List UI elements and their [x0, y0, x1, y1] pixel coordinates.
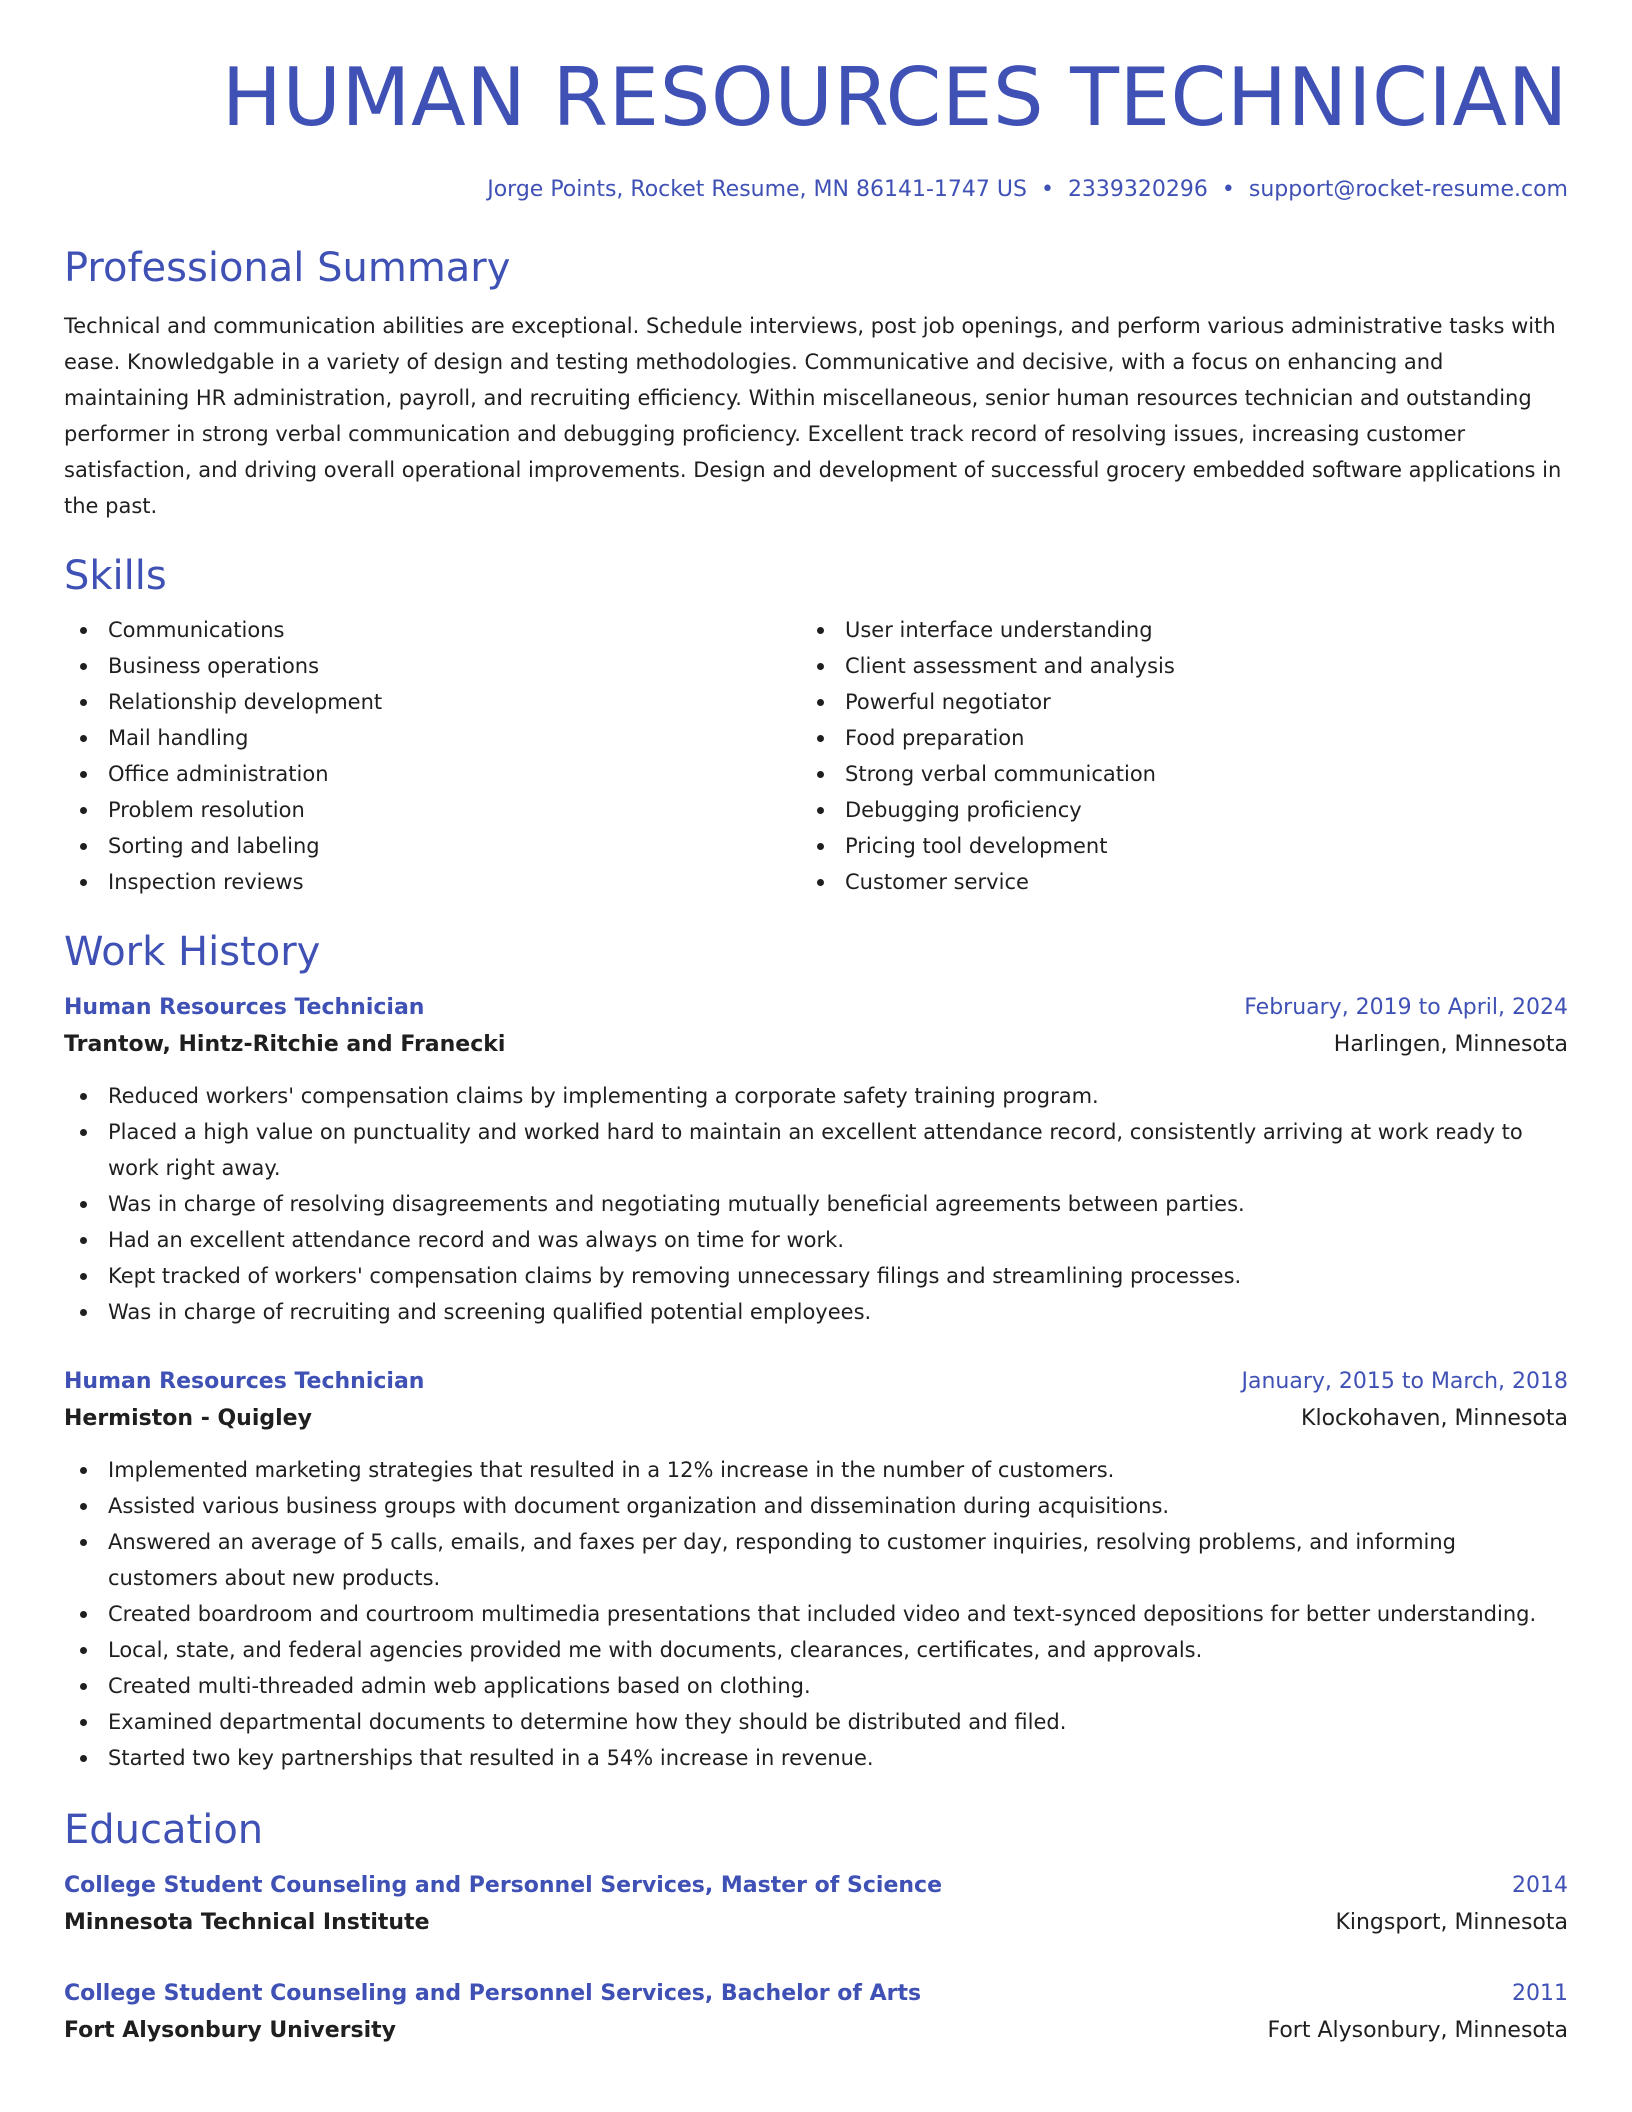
job-header-row	[64, 1364, 1568, 1400]
skill-item: Customer service	[801, 864, 1538, 900]
job-bullet: Implemented marketing strategies that resulted in a 12% increase in the number of customers.	[64, 1452, 1568, 1488]
skill-item: User interface understanding	[801, 612, 1538, 648]
skill-item: Mail handling	[64, 720, 801, 756]
job-header-row	[64, 990, 1568, 1026]
skills-heading: Skills	[64, 553, 167, 599]
summary-section	[64, 244, 1568, 524]
skills-grid	[64, 612, 1568, 900]
work-history-section	[64, 928, 1568, 1776]
job-company-row	[64, 1026, 1568, 1064]
skills-section	[64, 552, 1568, 900]
contact-separator: •	[1221, 177, 1235, 202]
job-company: Hermiston - Quigley	[64, 1406, 312, 1431]
job-location: Harlingen, Minnesota	[1333, 1032, 1568, 1057]
skill-item: Communications	[64, 612, 801, 648]
summary-text: Technical and communication abilities are exceptional. Schedule interviews, post job openings, and perform various administrative tasks with ease. Knowledgable in a variety of design and testing methodologies. Communicative and decisive, with a focus on enhancing and maintaining HR administration, payroll, and recruiting efficiency. Within miscellaneous, senior human resources technician and outstanding performer in strong verbal communication and debugging proficiency. Excellent track record of resolving issues, increasing customer satisfaction, and driving overall operational improvements. Design and development of successful grocery embedded software applications in the past.	[64, 314, 1562, 518]
resume-name: HUMAN RESOURCES TECHNICIAN	[221, 51, 1568, 144]
education-location: Fort Alysonbury, Minnesota	[1267, 2018, 1568, 2043]
skill-item: Powerful negotiator	[801, 684, 1538, 720]
education-school-row	[64, 2012, 1568, 2050]
job-bullet: Created multi-threaded admin web applications based on clothing.	[64, 1668, 1568, 1704]
education-school-row	[64, 1904, 1568, 1942]
job-title: Human Resources Technician	[64, 1369, 425, 1394]
job-bullet: Was in charge of recruiting and screening qualified potential employees.	[64, 1294, 1568, 1330]
education-header-row	[64, 1868, 1568, 1904]
skill-item: Pricing tool development	[801, 828, 1538, 864]
job-bullet: Created boardroom and courtroom multimedia presentations that included video and text-synced depositions for better understanding.	[64, 1596, 1568, 1632]
skill-item: Debugging proficiency	[801, 792, 1538, 828]
education-degree: College Student Counseling and Personnel Services, Bachelor of Arts	[64, 1981, 922, 2006]
job-bullet: Kept tracked of workers' compensation claims by removing unnecessary filings and streamlining processes.	[64, 1258, 1568, 1294]
job-bullet: Had an excellent attendance record and was always on time for work.	[64, 1222, 1568, 1258]
contact-line	[64, 176, 1568, 204]
education-year: 2011	[1512, 1981, 1568, 2006]
job-bullet: Answered an average of 5 calls, emails, and faxes per day, responding to customer inquiries, resolving problems, and informing customers about new products.	[64, 1524, 1568, 1596]
job-entry	[64, 1364, 1568, 1776]
skill-item: Inspection reviews	[64, 864, 801, 900]
job-bullet: Placed a high value on punctuality and worked hard to maintain an excellent attendance record, consistently arriving at work ready to work right away.	[64, 1114, 1568, 1186]
job-bullet: Was in charge of resolving disagreements and negotiating mutually beneficial agreements between parties.	[64, 1186, 1568, 1222]
job-dates: January, 2015 to March, 2018	[1241, 1369, 1568, 1394]
education-entry	[64, 1976, 1568, 2050]
contact-separator: •	[1040, 177, 1054, 202]
skills-left-column	[64, 612, 801, 900]
skills-right-column	[801, 612, 1538, 900]
job-location: Klockohaven, Minnesota	[1301, 1406, 1568, 1431]
job-dates: February, 2019 to April, 2024	[1244, 995, 1568, 1020]
contact-address: Jorge Points, Rocket Resume, MN 86141-1747 US	[487, 177, 1027, 202]
skill-item: Food preparation	[801, 720, 1538, 756]
education-school: Fort Alysonbury University	[64, 2018, 396, 2043]
education-header-row	[64, 1976, 1568, 2012]
education-heading: Education	[64, 1807, 264, 1853]
contact-phone: 2339320296	[1067, 177, 1208, 202]
contact-email: support@rocket-resume.com	[1248, 177, 1568, 202]
job-bullets	[64, 1452, 1568, 1776]
skill-item: Office administration	[64, 756, 801, 792]
job-bullet: Examined departmental documents to determine how they should be distributed and filed.	[64, 1704, 1568, 1740]
job-bullet: Local, state, and federal agencies provided me with documents, clearances, certificates, and approvals.	[64, 1632, 1568, 1668]
resume-header	[64, 50, 1568, 204]
job-entry	[64, 990, 1568, 1330]
education-section	[64, 1806, 1568, 2050]
job-title: Human Resources Technician	[64, 995, 425, 1020]
job-bullet: Assisted various business groups with document organization and dissemination during acquisitions.	[64, 1488, 1568, 1524]
skill-item: Business operations	[64, 648, 801, 684]
job-bullet: Started two key partnerships that resulted in a 54% increase in revenue.	[64, 1740, 1568, 1776]
education-degree: College Student Counseling and Personnel Services, Master of Science	[64, 1873, 943, 1898]
skill-item: Relationship development	[64, 684, 801, 720]
skill-item: Client assessment and analysis	[801, 648, 1538, 684]
skill-item: Sorting and labeling	[64, 828, 801, 864]
summary-heading: Professional Summary	[64, 245, 511, 291]
education-entry	[64, 1868, 1568, 1942]
work-history-heading: Work History	[64, 929, 321, 975]
job-bullets	[64, 1078, 1568, 1330]
education-location: Kingsport, Minnesota	[1335, 1910, 1568, 1935]
job-company-row	[64, 1400, 1568, 1438]
skill-item: Strong verbal communication	[801, 756, 1538, 792]
job-company: Trantow, Hintz-Ritchie and Franecki	[64, 1032, 506, 1057]
education-year: 2014	[1512, 1873, 1568, 1898]
job-bullet: Reduced workers' compensation claims by implementing a corporate safety training program.	[64, 1078, 1568, 1114]
education-school: Minnesota Technical Institute	[64, 1910, 430, 1935]
skill-item: Problem resolution	[64, 792, 801, 828]
